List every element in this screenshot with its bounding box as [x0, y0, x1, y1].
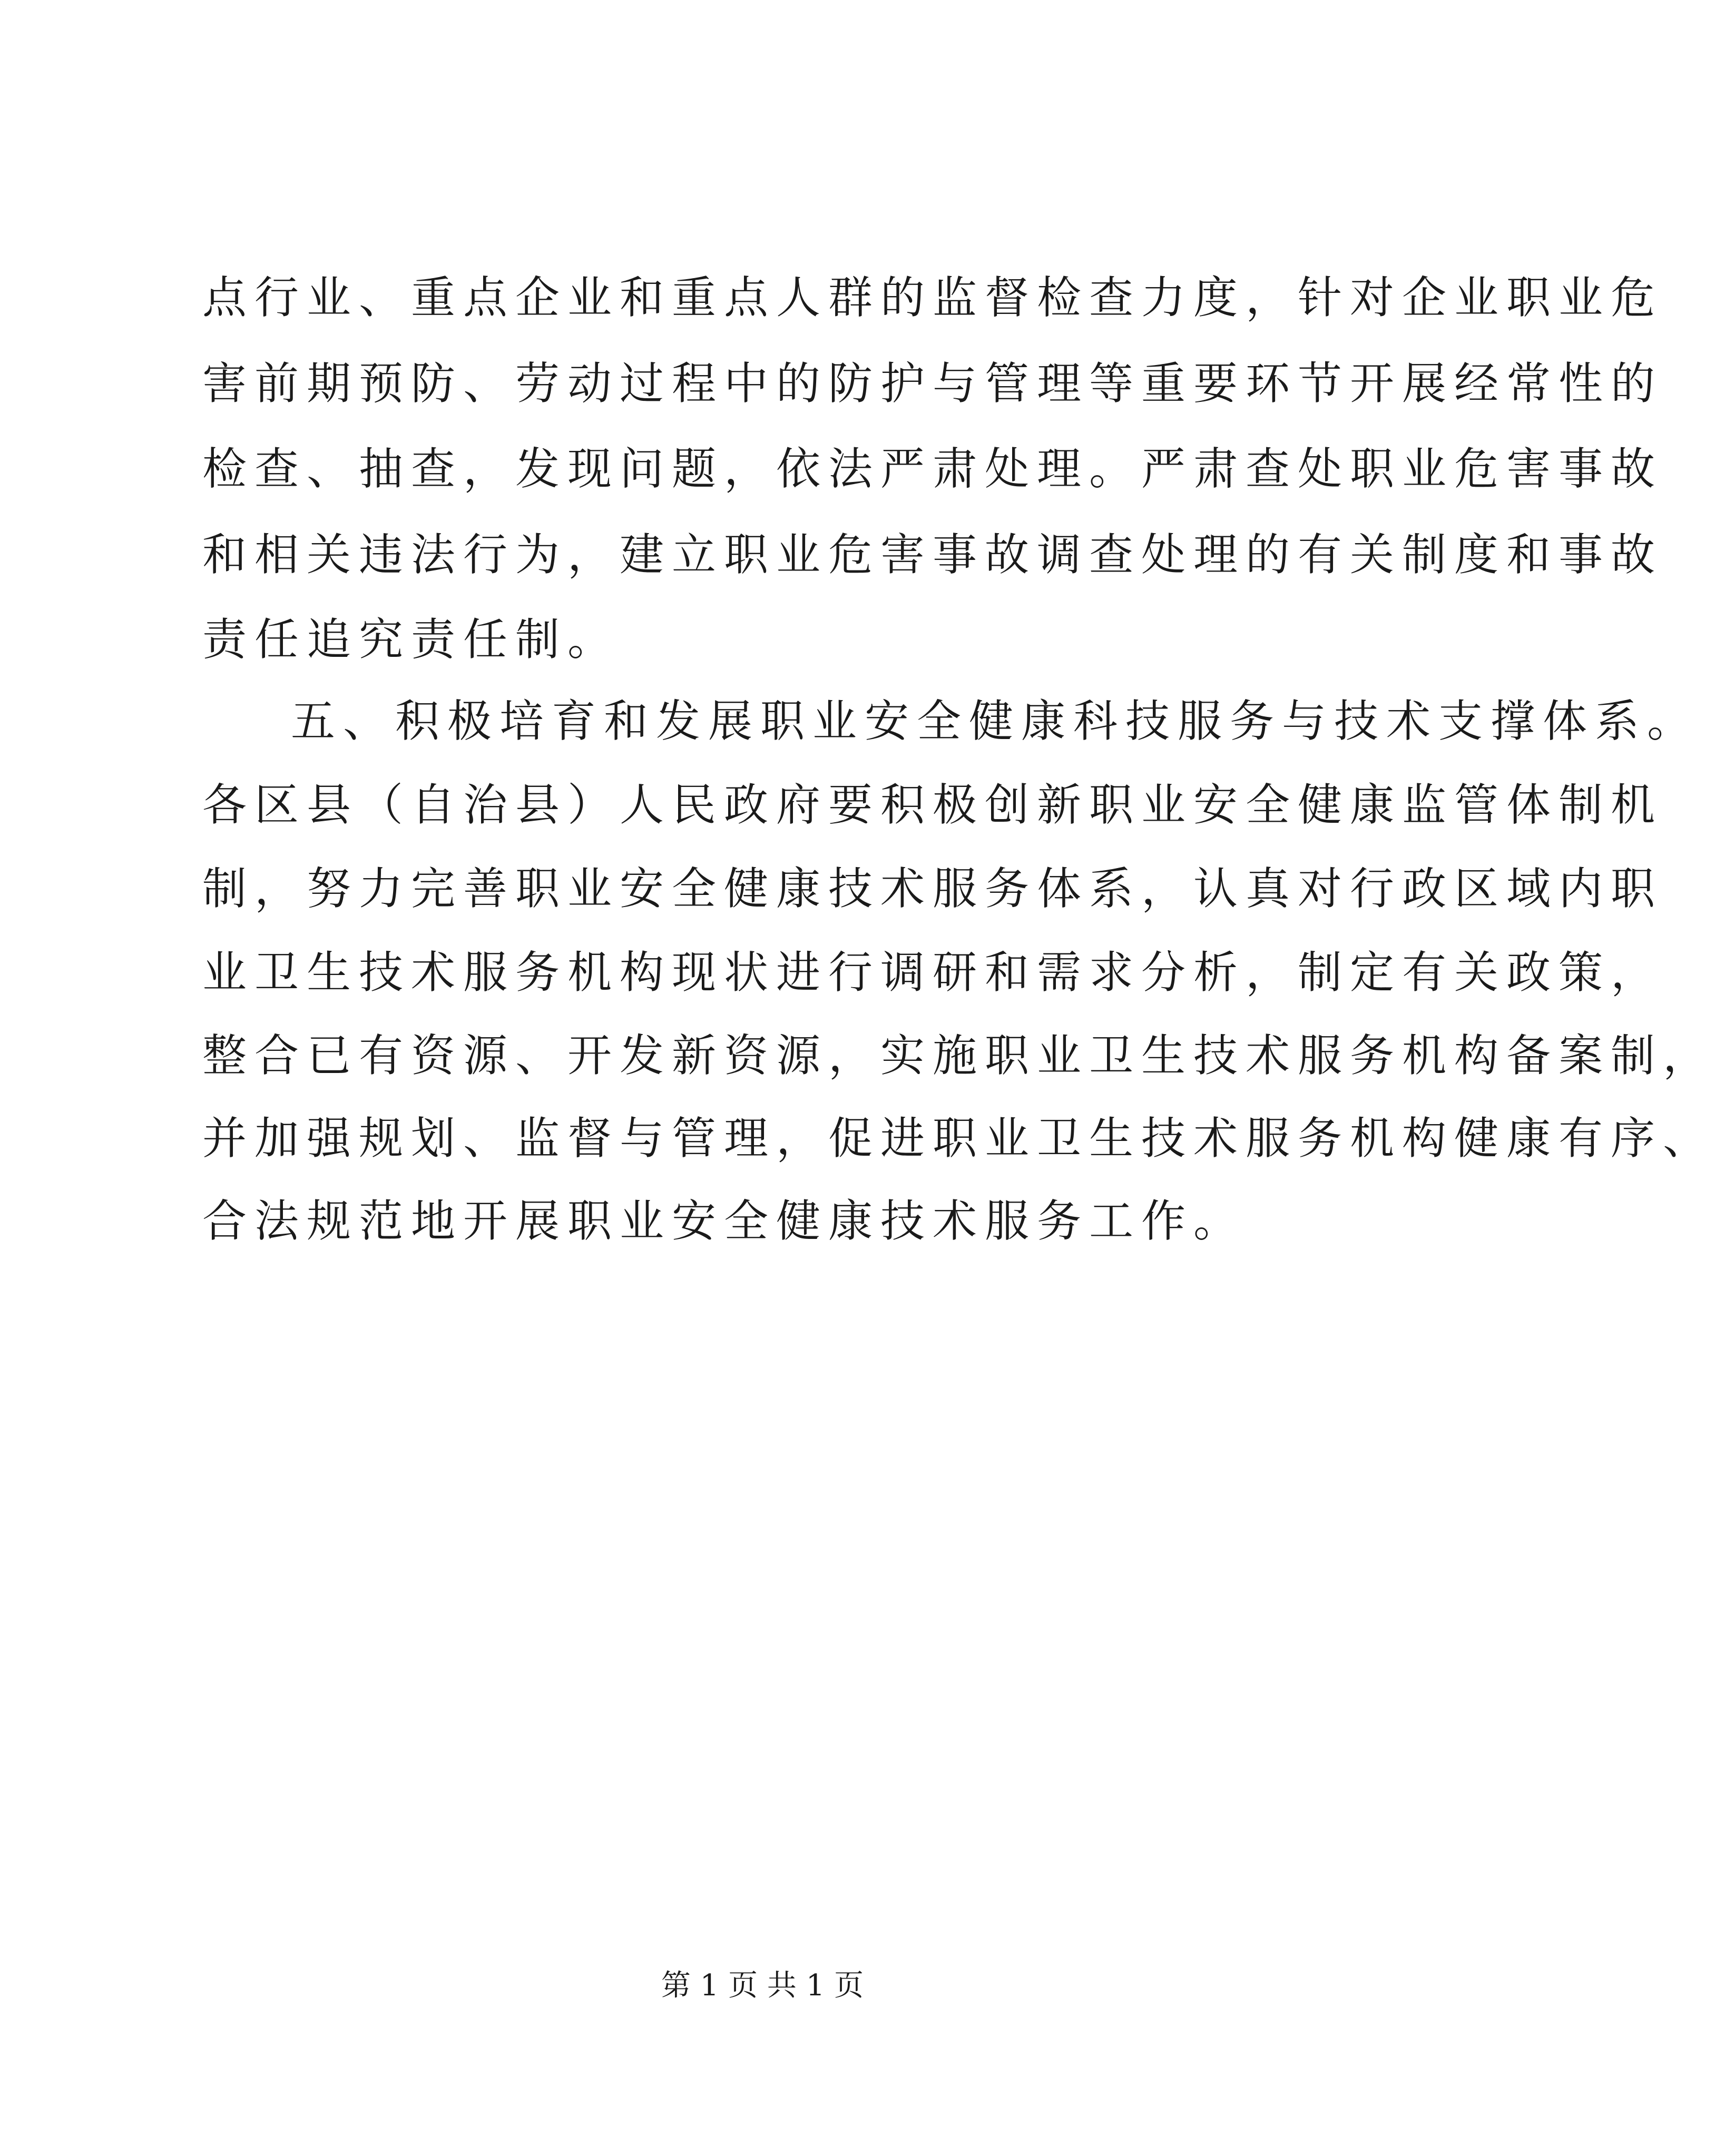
text-line: 检查、抽查，发现问题，依法严肃处理。严肃查处职业危害事故: [202, 443, 1663, 495]
text-line: 和相关违法行为，建立职业危害事故调查处理的有关制度和事故: [202, 529, 1663, 580]
text-line: 整合已有资源、开发新资源，实施职业卫生技术服务机构备案制，: [202, 1030, 1715, 1081]
text-line: 各区县（自治县）人民政府要积极创新职业安全健康监管体制机: [202, 779, 1663, 831]
text-line: 合法规范地开展职业安全健康技术服务工作。: [202, 1195, 1246, 1247]
text-line: 业卫生技术服务机构现状进行调研和需求分析，制定有关政策，: [202, 947, 1663, 998]
text-line: 害前期预防、劳动过程中的防护与管理等重要环节开展经常性的: [202, 358, 1663, 409]
text-line: 责任追究责任制。: [202, 614, 620, 665]
page-footer: 第 1 页 共 1 页: [661, 1968, 864, 2003]
section-heading-line: 五、积极培育和发展职业安全健康科技服务与技术支撑体系。: [291, 695, 1700, 747]
text-line: 点行业、重点企业和重点人群的监督检查力度，针对企业职业危: [202, 272, 1663, 323]
text-line: 制，努力完善职业安全健康技术服务体系，认真对行政区域内职: [202, 863, 1663, 914]
text-line: 并加强规划、监督与管理，促进职业卫生技术服务机构健康有序、: [202, 1113, 1715, 1164]
